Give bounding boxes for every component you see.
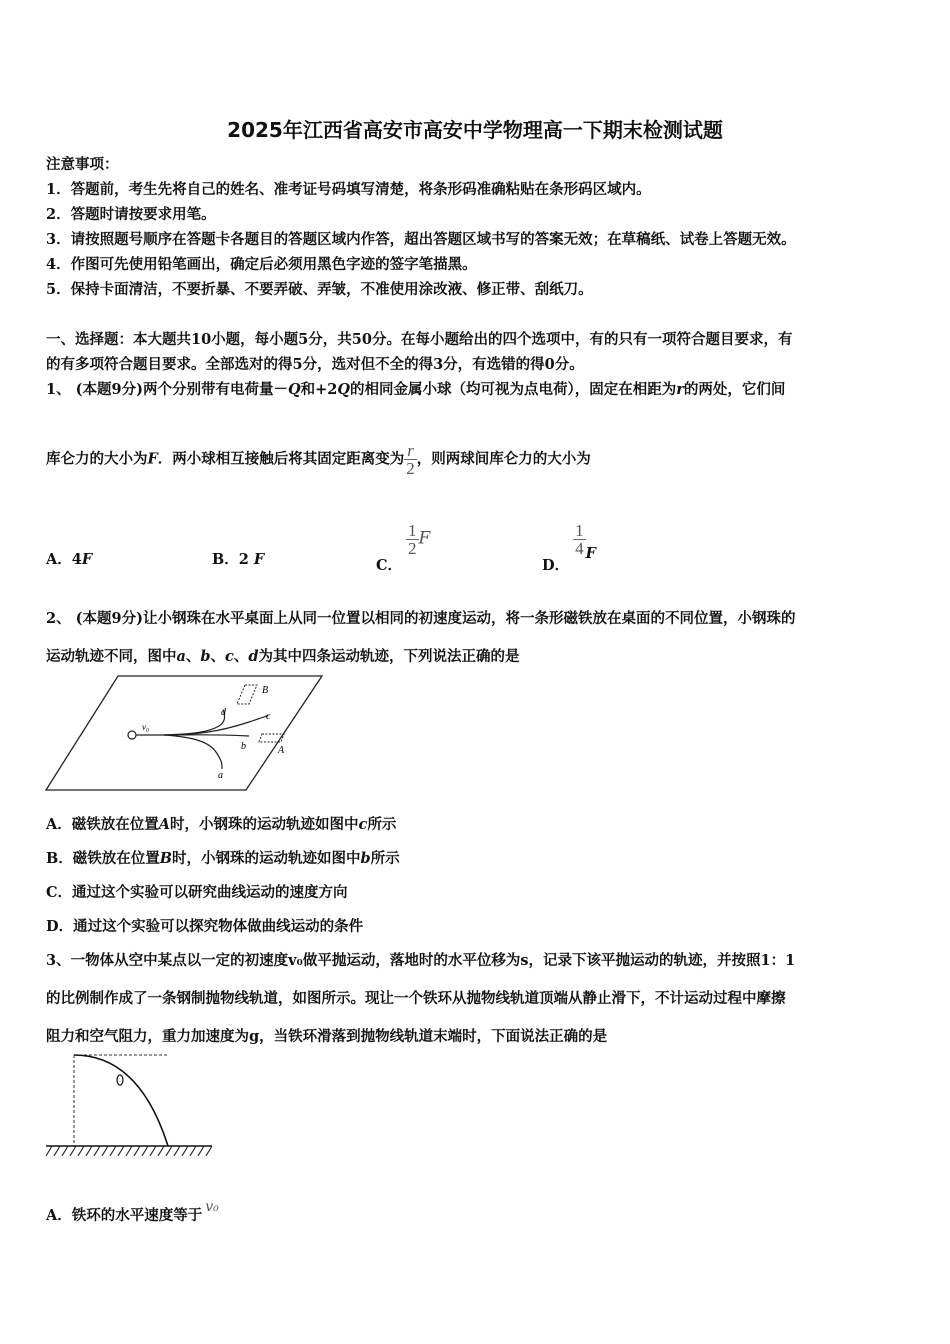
q2-option-a[interactable]: A．磁铁放在位置A时，小钢珠的运动轨迹如图中c所示	[46, 816, 397, 833]
q2-option-b[interactable]: B．磁铁放在位置B时，小钢珠的运动轨迹如图中b所示	[46, 850, 400, 867]
steel-ball	[128, 731, 136, 739]
q2-number: 2、	[46, 610, 71, 627]
notice-item-3: 3．请按照题号顺序在答题卡各题目的答题区域内作答，超出答题区域书写的答案无效；在草稿纸、试卷上答题无效。	[46, 231, 796, 248]
parabola-track	[74, 1055, 168, 1146]
notice-item-2: 2．答题时请按要求用笔。	[46, 206, 216, 223]
ground-hatching	[46, 1146, 212, 1156]
label-B: B	[262, 685, 269, 696]
iron-ring	[117, 1075, 123, 1085]
q3-stem-line-1: 3、一物体从空中某点以一定的初速度v₀做平抛运动，落地时的水平位移为s，记录下该平抛运动的轨迹，并按照1：1	[46, 952, 796, 969]
v0-label: v₀	[142, 722, 150, 732]
magnet-position-b	[237, 685, 257, 704]
q3-stem-line-2: 的比例制作成了一条钢制抛物线轨道，如图所示。现让一个铁环从抛物线轨道顶端从静止滑下，不计运动过程中摩擦	[46, 990, 786, 1007]
q1-stem-line-1: 1、 (本题9分)两个分别带有电荷量－Q和+2Q的相同金属小球（均可视为点电荷），固定在相距为r的两处，它们间	[46, 381, 786, 398]
label-d: d	[221, 707, 226, 718]
q1-option-d[interactable]: D． $\frac{1}{4}$ F	[542, 521, 596, 574]
notice-item-4: 4．作图可先使用铅笔画出，确定后必须用黑色字迹的签字笔描黑。	[46, 256, 477, 273]
q1-option-a[interactable]: A．4F	[46, 551, 93, 568]
q3-parabola-figure	[44, 1050, 214, 1162]
label-a: a	[218, 770, 223, 781]
notice-heading: 注意事项：	[46, 156, 119, 173]
path-c	[164, 716, 268, 735]
label-c: c	[266, 711, 271, 722]
notice-item-1: 1．答题前，考生先将自己的姓名、准考证号码填写清楚，将条形码准确粘贴在条形码区域内。	[46, 181, 651, 198]
q1-option-b[interactable]: B．2 F	[212, 551, 265, 568]
v0-symbol: v₀	[205, 1199, 219, 1215]
q1-option-c[interactable]: C． $\frac{1}{2}$ F	[376, 521, 431, 574]
section-intro-line-1: 一、选择题：本大题共10小题，每小题5分，共50分。在每小题给出的四个选项中，有的只有一项符合题目要求，有	[46, 331, 793, 348]
path-a	[164, 735, 222, 769]
notice-item-5: 5．保持卡面清洁，不要折暴、不要弄破、弄皱，不准使用涂改液、修正带、刮纸刀。	[46, 281, 593, 298]
q1-stem-line-2: 库仑力的大小为F．两小球相互接触后将其固定距离变为 $\frac{r}{2}$ ，则两球间库仑力的大小为	[46, 441, 591, 478]
q2-stem-line-1: 2、 (本题9分)让小钢珠在水平桌面上从同一位置以相同的初速度运动，将一条形磁铁放在桌面的不同位置，小钢珠的	[46, 610, 796, 627]
q3-stem-line-3: 阻力和空气阻力，重力加速度为g，当铁环滑落到抛物线轨道末端时，下面说法正确的是	[46, 1028, 608, 1045]
page-title: 2025年江西省高安市高安中学物理高一下期末检测试题	[227, 118, 723, 142]
section-intro-line-2: 的有多项符合题目要求。全部选对的得5分，选对但不全的得3分，有选错的得0分。	[46, 356, 584, 373]
q2-option-c[interactable]: C．通过这个实验可以研究曲线运动的速度方向	[46, 884, 348, 901]
q2-option-d[interactable]: D．通过这个实验可以探究物体做曲线运动的条件	[46, 918, 364, 935]
label-b: b	[241, 741, 246, 752]
q2-stem-line-2: 运动轨迹不同，图中a、b、c、d为其中四条运动轨迹，下列说法正确的是	[46, 648, 520, 665]
q1-fraction-r-over-2: $\frac{r}{2}$	[406, 441, 415, 478]
path-d	[164, 710, 225, 735]
q2-trajectory-figure	[44, 672, 324, 794]
q1-score-tag: (本题9分)	[75, 381, 143, 398]
q1-number: 1、	[46, 381, 71, 398]
q3-option-a[interactable]: A．铁环的水平速度等于 v₀	[46, 1199, 219, 1224]
q2-score-tag: (本题9分)	[75, 610, 143, 627]
tabletop-outline	[46, 676, 322, 790]
label-A: A	[278, 745, 285, 756]
